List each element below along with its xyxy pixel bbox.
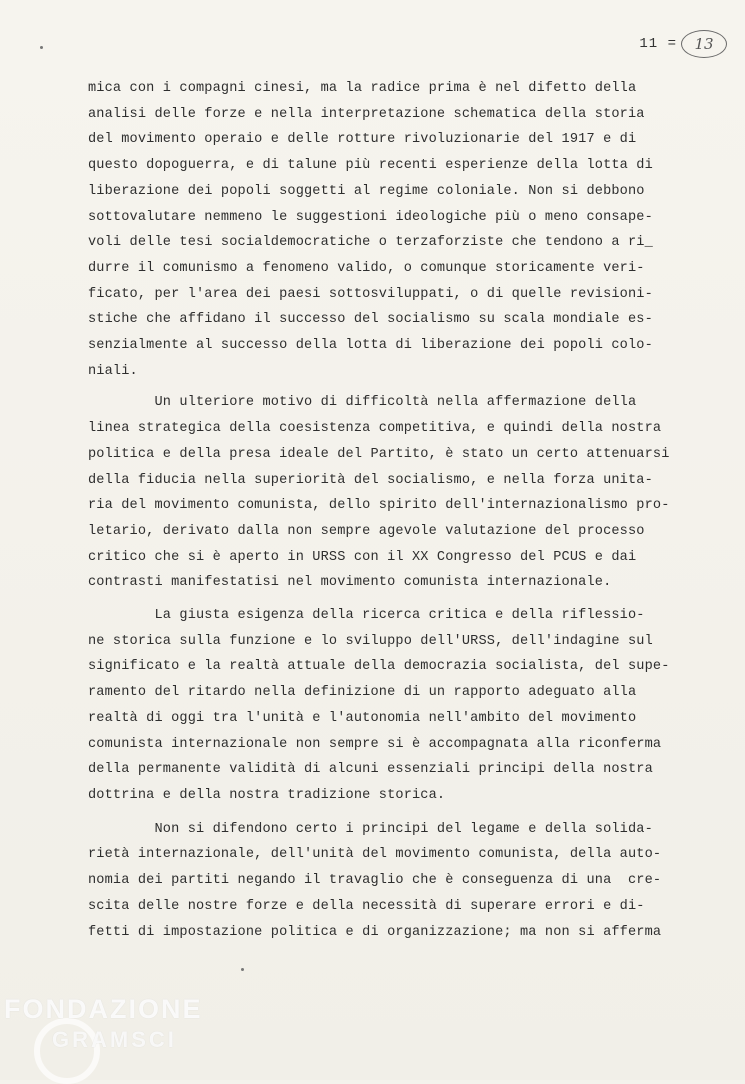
text-line: Non si difendono certo i principi del legame e della solida- bbox=[88, 821, 653, 837]
text-line: sottovalutare nemmeno le suggestioni ideologiche più o meno consape- bbox=[88, 209, 653, 225]
paragraph bbox=[88, 603, 714, 809]
watermark-line-2: GRAMSCI bbox=[52, 1027, 177, 1052]
text-line: linea strategica della coesistenza competitiva, e quindi della nostra bbox=[88, 421, 662, 437]
paper-mark bbox=[40, 46, 43, 49]
text-line: voli delle tesi socialdemocratiche o terzaforziste che tendono a ri_ bbox=[88, 235, 653, 251]
text-line: ficato, per l'area dei paesi sottosviluppati, o di quelle revisioni- bbox=[88, 286, 653, 302]
text-line: stiche che affidano il successo del socialismo su scala mondiale es- bbox=[88, 312, 653, 328]
text-line: liberazione dei popoli soggetti al regime coloniale. Non si debbono bbox=[88, 183, 645, 199]
page-number: 11 = bbox=[639, 36, 677, 52]
text-line: ne storica sulla funzione e lo sviluppo dell'URSS, dell'indagine sul bbox=[88, 633, 653, 649]
text-line: realtà di oggi tra l'unità e l'autonomia nell'ambito del movimento bbox=[88, 710, 637, 726]
archive-watermark bbox=[4, 996, 203, 1051]
text-line: Un ulteriore motivo di difficoltà nella affermazione della bbox=[88, 395, 637, 411]
paragraph bbox=[88, 76, 714, 384]
text-line: nomia dei partiti negando il travaglio che è conseguenza di una cre- bbox=[88, 873, 662, 889]
text-line: politica e della presa ideale del Partito, è stato un certo attenuarsi bbox=[88, 446, 670, 462]
text-line: La giusta esigenza della ricerca critica e della riflessio- bbox=[88, 608, 645, 624]
text-line: significato e la realtà attuale della democrazia socialista, del supe- bbox=[88, 659, 670, 675]
text-line: contrasti manifestatisi nel movimento comunista internazionale. bbox=[88, 575, 612, 591]
text-line: della permanente validità di alcuni essenziali principi della nostra bbox=[88, 762, 653, 778]
watermark-line-1: FONDAZIONE bbox=[4, 994, 203, 1024]
text-line: questo dopoguerra, e di talune più recenti esperienze della lotta di bbox=[88, 158, 653, 174]
paragraph bbox=[88, 817, 714, 946]
handwritten-page-number: 13 bbox=[681, 30, 727, 58]
text-line: dottrina e della nostra tradizione storica. bbox=[88, 787, 446, 803]
text-line: scita delle nostre forze e della necessità di superare errori e di- bbox=[88, 898, 645, 914]
text-line: senzialmente al successo della lotta di liberazione dei popoli colo- bbox=[88, 338, 653, 354]
text-line: comunista internazionale non sempre si è accompagnata alla riconferma bbox=[88, 736, 662, 752]
text-line: ramento del ritardo nella definizione di un rapporto adeguato alla bbox=[88, 685, 637, 701]
text-line: analisi delle forze e nella interpretazione schematica della storia bbox=[88, 106, 645, 122]
paper-mark bbox=[241, 968, 244, 971]
text-line: letario, derivato dalla non sempre agevole valutazione del processo bbox=[88, 523, 645, 539]
text-line: rietà internazionale, dell'unità del movimento comunista, della auto- bbox=[88, 847, 662, 863]
typed-text-body bbox=[88, 76, 714, 945]
page-header bbox=[639, 30, 727, 58]
paragraph bbox=[88, 390, 714, 596]
text-line: ria del movimento comunista, dello spirito dell'internazionalismo pro- bbox=[88, 498, 670, 514]
text-line: del movimento operaio e delle rotture rivoluzionarie del 1917 e di bbox=[88, 132, 637, 148]
text-line: critico che si è aperto in URSS con il XX Congresso del PCUS e dai bbox=[88, 549, 637, 565]
text-line: della fiducia nella superiorità del socialismo, e nella forza unita- bbox=[88, 472, 653, 488]
text-line: fetti di impostazione politica e di organizzazione; ma non si afferma bbox=[88, 924, 662, 940]
paragraph-list bbox=[88, 76, 714, 945]
text-line: durre il comunismo a fenomeno valido, o comunque storicamente veri- bbox=[88, 260, 645, 276]
text-line: mica con i compagni cinesi, ma la radice prima è nel difetto della bbox=[88, 81, 637, 96]
text-line: niali. bbox=[88, 363, 138, 379]
